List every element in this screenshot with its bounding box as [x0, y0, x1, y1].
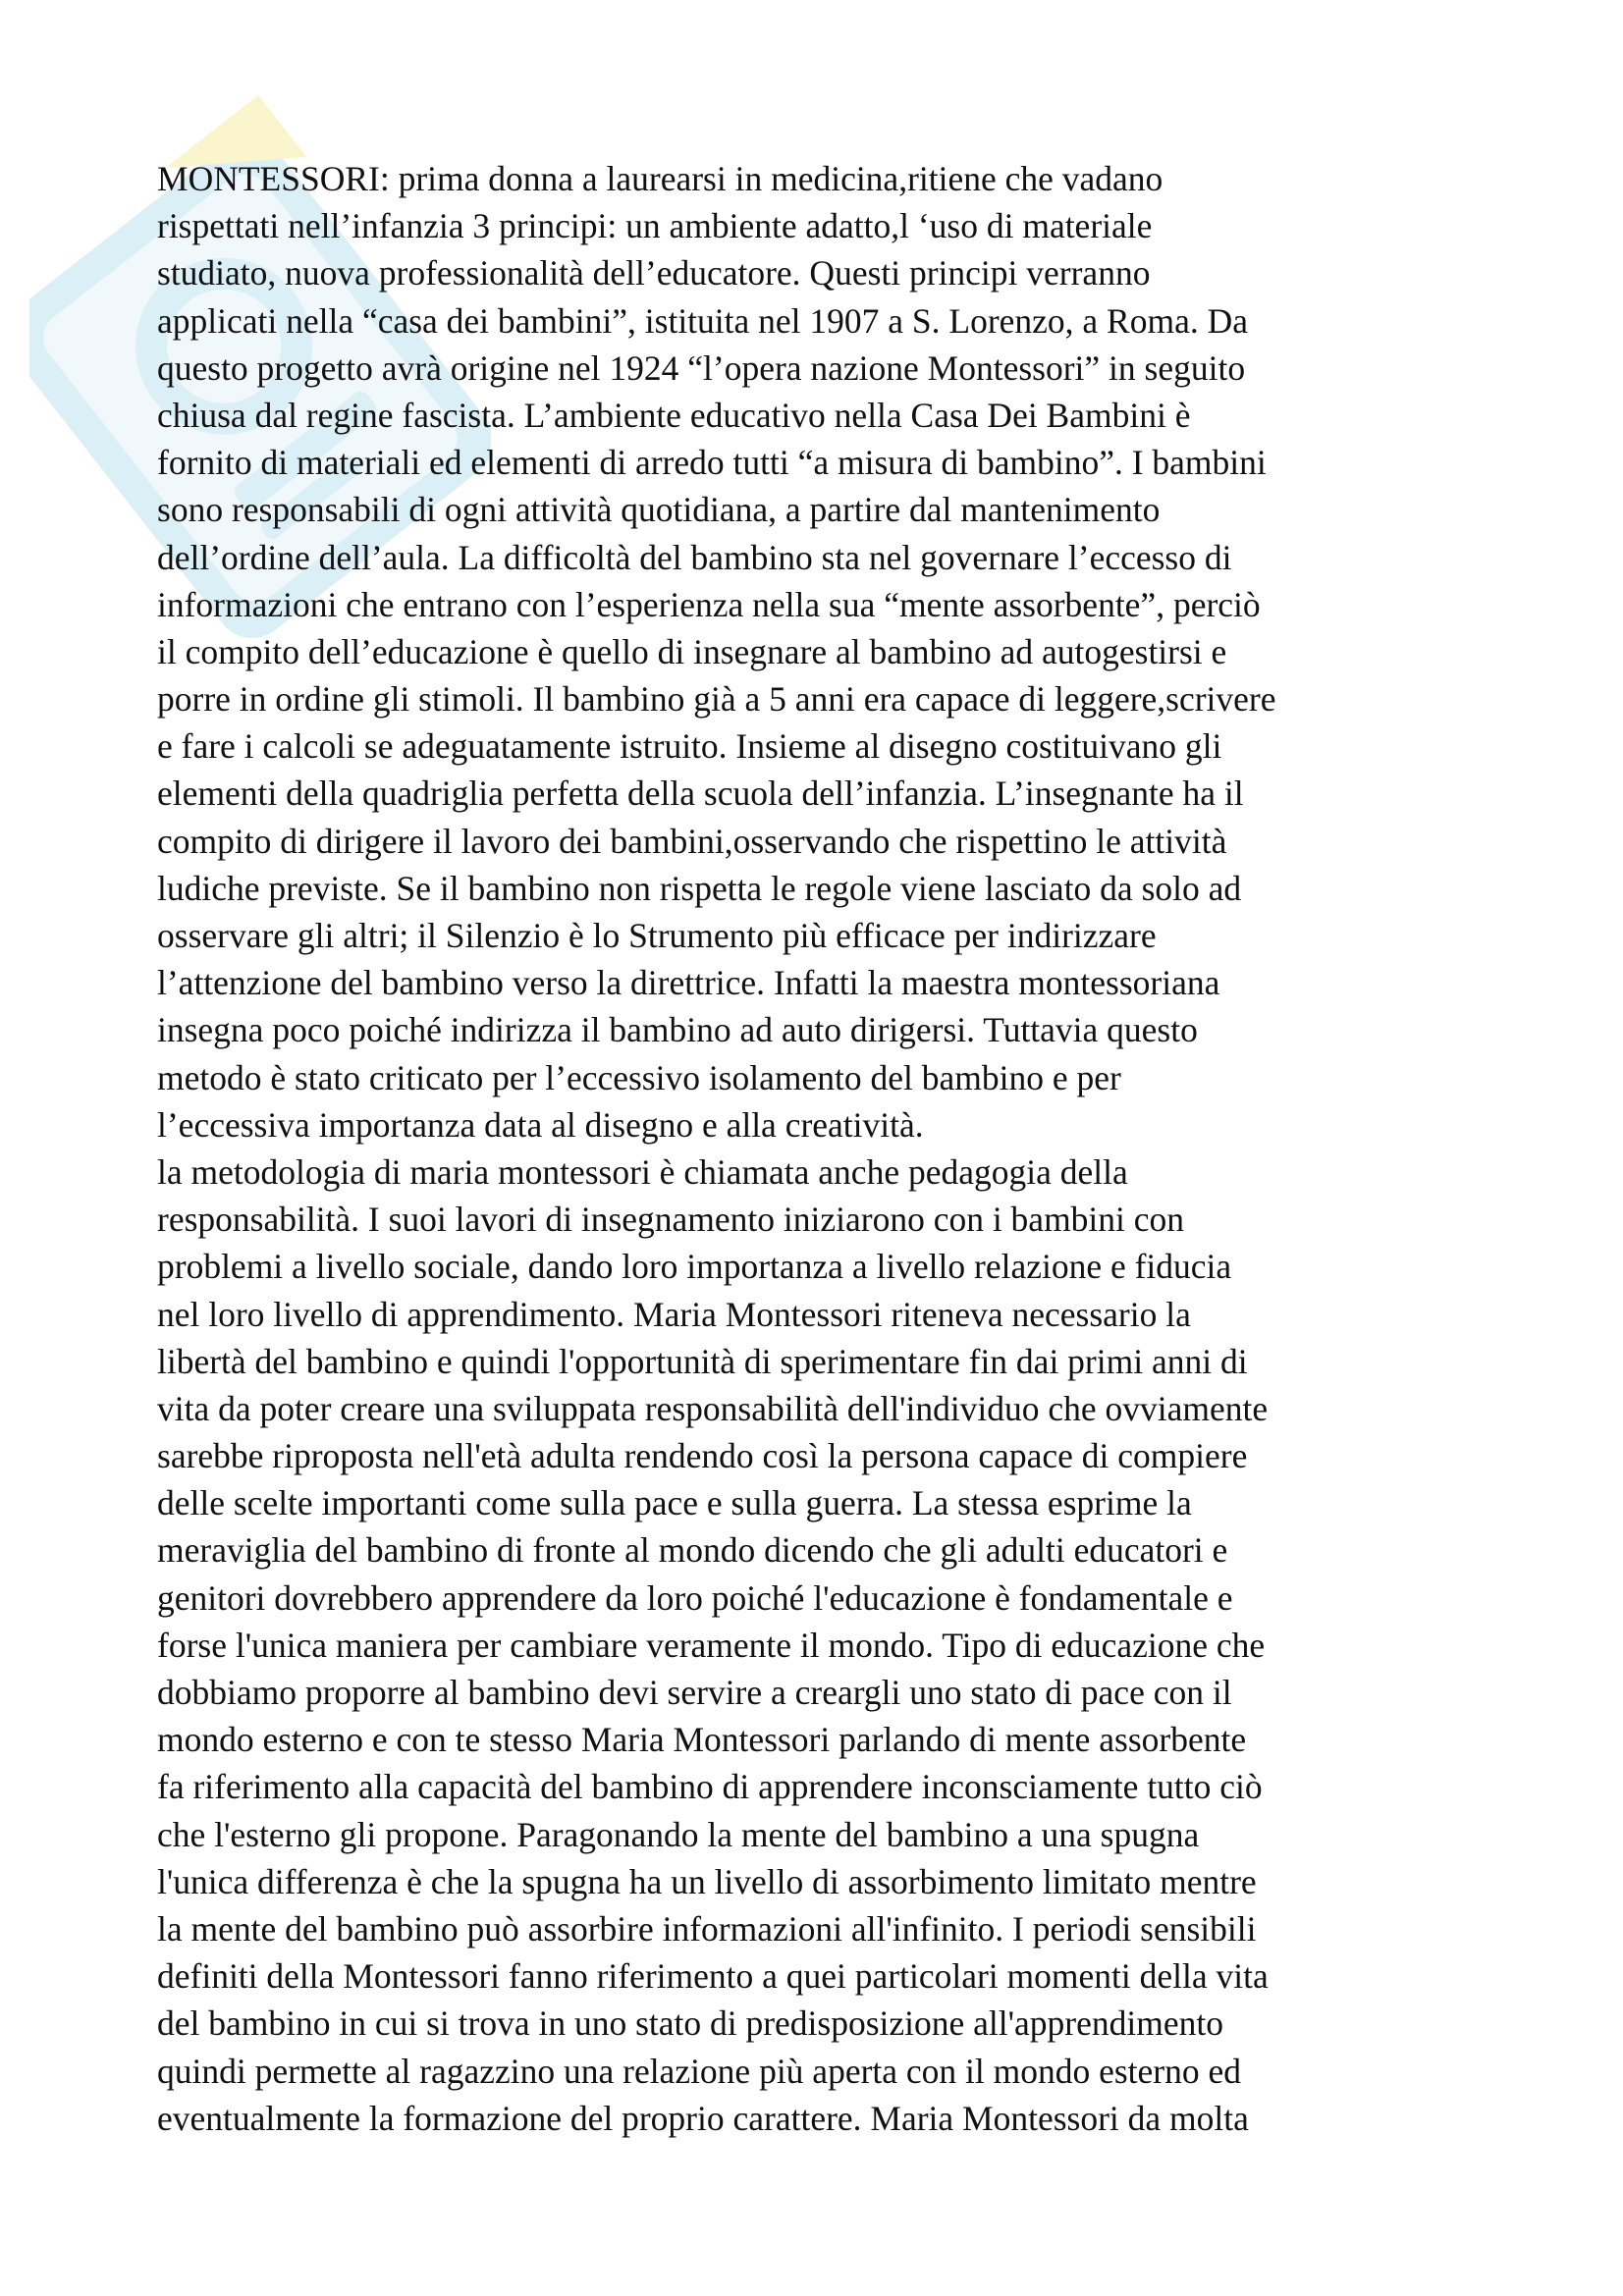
text-line: sono responsabili di ogni attività quotidiana, a partire dal mantenimento: [157, 490, 1161, 530]
text-line: il compito dell’educazione è quello di insegnare al bambino ad autogestirsi e: [157, 631, 1227, 671]
text-line: l'unica differenza è che la spugna ha un livello di assorbimento limitato mentre: [157, 1861, 1257, 1901]
text-line: l’attenzione del bambino verso la direttrice. Infatti la maestra montessoriana: [157, 963, 1220, 1003]
text-line: dell’ordine dell’aula. La difficoltà del bambino sta nel governare l’eccesso di: [157, 537, 1232, 577]
text-line: porre in ordine gli stimoli. Il bambino già a 5 anni era capace di leggere,scrivere: [157, 679, 1276, 720]
text-line: fa riferimento alla capacità del bambino di apprendere inconsciamente tutto ciò: [157, 1767, 1263, 1807]
body-text: [157, 155, 1492, 2142]
text-line: definiti della Montessori fanno riferimento a quei particolari momenti della vita: [157, 1956, 1269, 1997]
text-line: questo progetto avrà origine nel 1924 “l’opera nazione Montessori” in seguito: [157, 347, 1246, 388]
text-line: mondo esterno e con te stesso Maria Montessori parlando di mente assorbente: [157, 1720, 1247, 1760]
text-line: applicati nella “casa dei bambini”, istituita nel 1907 a S. Lorenzo, a Roma. Da: [157, 300, 1248, 341]
text-line: ludiche previste. Se il bambino non rispetta le regole viene lasciato da solo ad: [157, 868, 1242, 908]
text-line: la metodologia di maria montessori è chiamata anche pedagogia della: [157, 1151, 1128, 1192]
text-line: rispettati nell’infanzia 3 principi: un ambiente adatto,l ‘uso di materiale: [157, 206, 1153, 246]
text-line: responsabilità. I suoi lavori di insegnamento iniziarono con i bambini con: [157, 1200, 1185, 1240]
text-line: delle scelte importanti come sulla pace e sulla guerra. La stessa esprime la: [157, 1483, 1192, 1523]
text-line: la mente del bambino può assorbire informazioni all'infinito. I periodi sensibili: [157, 1908, 1257, 1949]
text-line: del bambino in cui si trova in uno stato di predisposizione all'apprendimento: [157, 2003, 1223, 2044]
text-line: sarebbe riproposta nell'età adulta rendendo così la persona capace di compiere: [157, 1436, 1248, 1476]
text-line: che l'esterno gli propone. Paragonando la mente del bambino a una spugna: [157, 1814, 1200, 1854]
text-line: libertà del bambino e quindi l'opportunità di sperimentare fin dai primi anni di: [157, 1341, 1248, 1381]
text-line: compito di dirigere il lavoro dei bambini,osservando che rispettino le attività: [157, 821, 1227, 861]
text-line: eventualmente la formazione del proprio carattere. Maria Montessori da molta: [157, 2098, 1249, 2138]
text-line: quindi permette al ragazzino una relazione più aperta con il mondo esterno ed: [157, 2051, 1242, 2091]
text-line: insegna poco poiché indirizza il bambino ad auto dirigersi. Tuttavia questo: [157, 1010, 1198, 1050]
text-line: forse l'unica maniera per cambiare veramente il mondo. Tipo di educazione che: [157, 1625, 1266, 1665]
text-line: genitori dovrebbero apprendere da loro poiché l'educazione è fondamentale e: [157, 1577, 1233, 1618]
text-line: dobbiamo proporre al bambino devi servire a creargli uno stato di pace con il: [157, 1673, 1232, 1712]
text-line: l’eccessiva importanza data al disegno e alla creatività.: [157, 1104, 924, 1145]
text-line: metodo è stato criticato per l’eccessivo isolamento del bambino e per: [157, 1057, 1121, 1097]
text-line: fornito di materiali ed elementi di arredo tutti “a misura di bambino”. I bambini: [157, 443, 1267, 483]
text-line: problemi a livello sociale, dando loro importanza a livello relazione e fiducia: [157, 1247, 1232, 1287]
text-line: elementi della quadriglia perfetta della scuola dell’infanzia. L’insegnante ha il: [157, 774, 1244, 814]
text-line: studiato, nuova professionalità dell’educatore. Questi principi verranno: [157, 253, 1151, 294]
text-line: vita da poter creare una sviluppata responsabilità dell'individuo che ovviamente: [157, 1388, 1269, 1428]
text-line: e fare i calcoli se adeguatamente istruito. Insieme al disegno costituivano gli: [157, 726, 1222, 767]
text-line: osservare gli altri; il Silenzio è lo Strumento più efficace per indirizzare: [157, 916, 1157, 955]
text-line: MONTESSORI: prima donna a laurearsi in medicina,ritiene che vadano: [157, 159, 1163, 198]
text-line: chiusa dal regine fascista. L’ambiente educativo nella Casa Dei Bambini è: [157, 395, 1191, 435]
text-line: meraviglia del bambino di fronte al mondo dicendo che gli adulti educatori e: [157, 1530, 1228, 1571]
text-line: nel loro livello di apprendimento. Maria Montessori riteneva necessario la: [157, 1294, 1191, 1334]
text-line: informazioni che entrano con l’esperienza nella sua “mente assorbente”, perciò: [157, 584, 1261, 624]
